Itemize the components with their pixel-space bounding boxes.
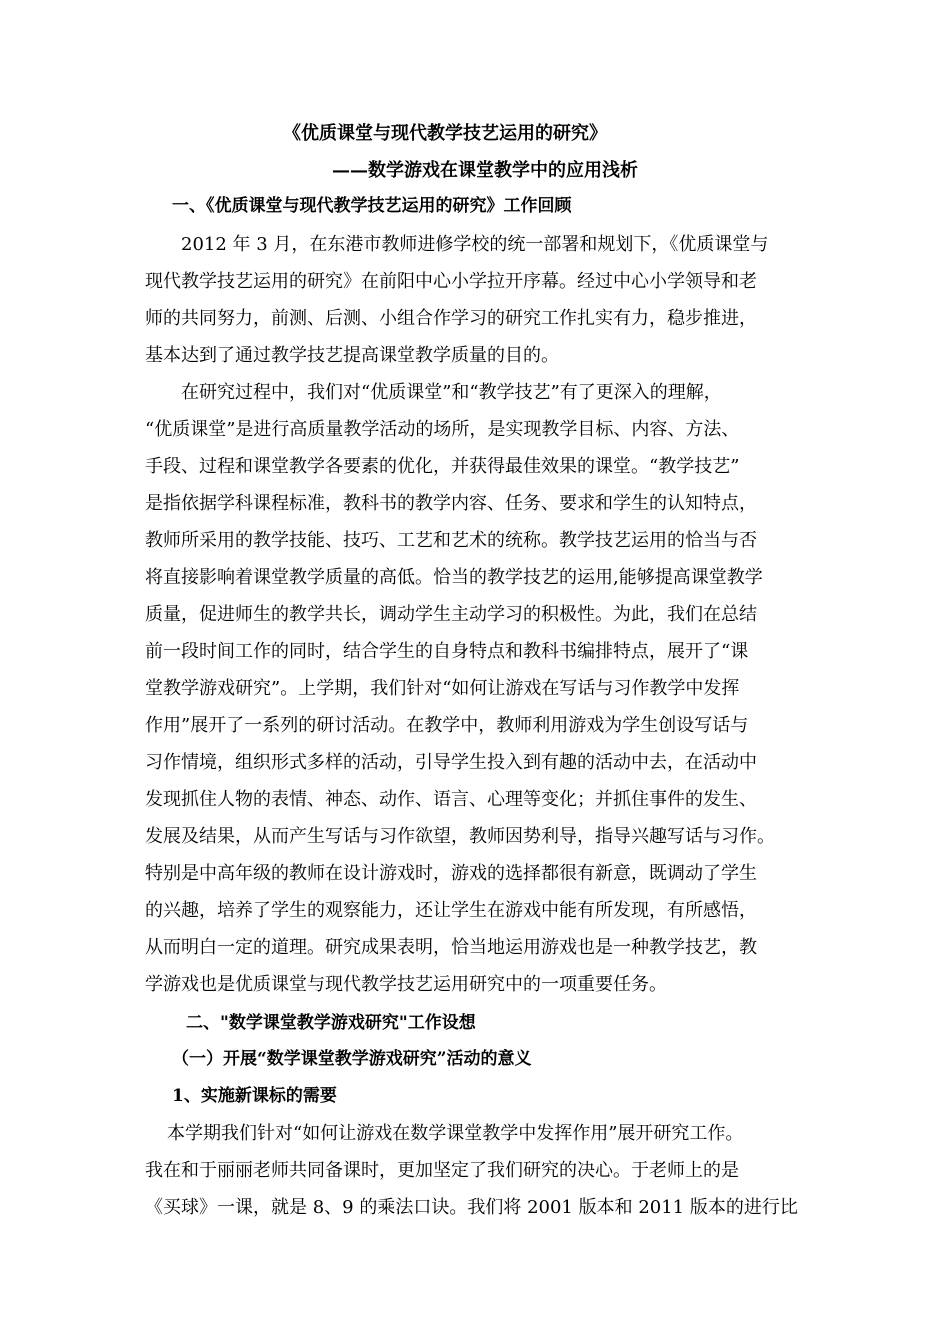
paragraph-line: 2012 年 3 月，在东港市教师进修学校的统一部署和规划下，《优质课堂与 xyxy=(181,234,769,255)
paragraph-line: 发现抓住人物的表情、神态、动作、语言、心理等变化；并抓住事件的发生、 xyxy=(145,789,757,810)
paragraph-line: 师的共同努力，前测、后测、小组合作学习的研究工作扎实有力，稳步推进， xyxy=(145,308,757,329)
paragraph-line: 的兴趣，培养了学生的观察能力，还让学生在游戏中能有所发现，有所感悟， xyxy=(145,900,757,921)
paragraph-line: 作用”展开了一系列的研讨活动。在教学中，教师利用游戏为学生创设写话与 xyxy=(145,715,749,736)
paragraph-1 xyxy=(145,226,815,374)
paragraph-line: 教师所采用的教学技能、技巧、工艺和艺术的统称。教学技艺运用的恰当与否 xyxy=(145,530,757,551)
paragraph-line: 现代教学技艺运用的研究》在前阳中心小学拉开序幕。经过中心小学领导和老 xyxy=(145,271,757,292)
paragraph-line: 是指依据学科课程标准，教科书的教学内容、任务、要求和学生的认知特点， xyxy=(145,493,757,514)
paragraph-line: 《买球》一课，就是 8、9 的乘法口诀。我们将 2001 版本和 2011 版本的进行比 xyxy=(145,1197,798,1218)
paragraph-line: 我在和于丽丽老师共同备课时，更加坚定了我们研究的决心。于老师上的是 xyxy=(145,1160,739,1181)
sub-subsection-heading: 1、实施新课标的需要 xyxy=(172,1086,337,1106)
section-heading-1: 一、《优质课堂与现代教学技艺运用的研究》工作回顾 xyxy=(172,196,572,216)
subsection-heading: （一）开展“数学课堂教学游戏研究”活动的意义 xyxy=(172,1049,532,1069)
paragraph-3 xyxy=(145,1115,815,1226)
paragraph-line: 特别是中高年级的教师在设计游戏时，游戏的选择都很有新意，既调动了学生 xyxy=(145,863,757,884)
paragraph-line: 本学期我们针对“如何让游戏在数学课堂教学中发挥作用”展开研究工作。 xyxy=(167,1123,744,1144)
paragraph-line: 在研究过程中，我们对“优质课堂”和“教学技艺”有了更深入的理解， xyxy=(181,382,722,403)
paragraph-line: 将直接影响着课堂教学质量的高低。恰当的教学技艺的运用,能够提高课堂教学 xyxy=(145,567,763,588)
paragraph-line: 学游戏也是优质课堂与现代教学技艺运用研究中的一项重要任务。 xyxy=(145,974,667,995)
document-subtitle: ——数学游戏在课堂教学中的应用浅析 xyxy=(332,160,638,181)
paragraph-line: 质量，促进师生的教学共长，调动学生主动学习的积极性。为此，我们在总结 xyxy=(145,604,757,625)
paragraph-line: 堂教学游戏研究”。上学期，我们针对“如何让游戏在写话与习作教学中发挥 xyxy=(145,678,740,699)
paragraph-line: 从而明白一定的道理。研究成果表明，恰当地运用游戏也是一种教学技艺，教 xyxy=(145,937,757,958)
document-title: 《优质课堂与现代教学技艺运用的研究》 xyxy=(283,123,607,144)
paragraph-line: “优质课堂”是进行高质量教学活动的场所，是实现教学目标、内容、方法、 xyxy=(145,419,740,440)
paragraph-line: 发展及结果，从而产生写话与习作欲望，教师因势利导，指导兴趣写话与习作。 xyxy=(145,826,775,847)
paragraph-2 xyxy=(145,374,815,1003)
section-heading-2: 二、"数学课堂教学游戏研究"工作设想 xyxy=(186,1013,476,1033)
paragraph-line: 基本达到了通过教学技艺提高课堂教学质量的目的。 xyxy=(145,345,559,366)
paragraph-line: 习作情境，组织形式多样的活动，引导学生投入到有趣的活动中去，在活动中 xyxy=(145,752,757,773)
paragraph-line: 手段、过程和课堂教学各要素的优化，并获得最佳效果的课堂。“教学技艺” xyxy=(145,456,740,477)
paragraph-line: 前一段时间工作的同时，结合学生的自身特点和教科书编排特点，展开了“课 xyxy=(145,641,749,662)
